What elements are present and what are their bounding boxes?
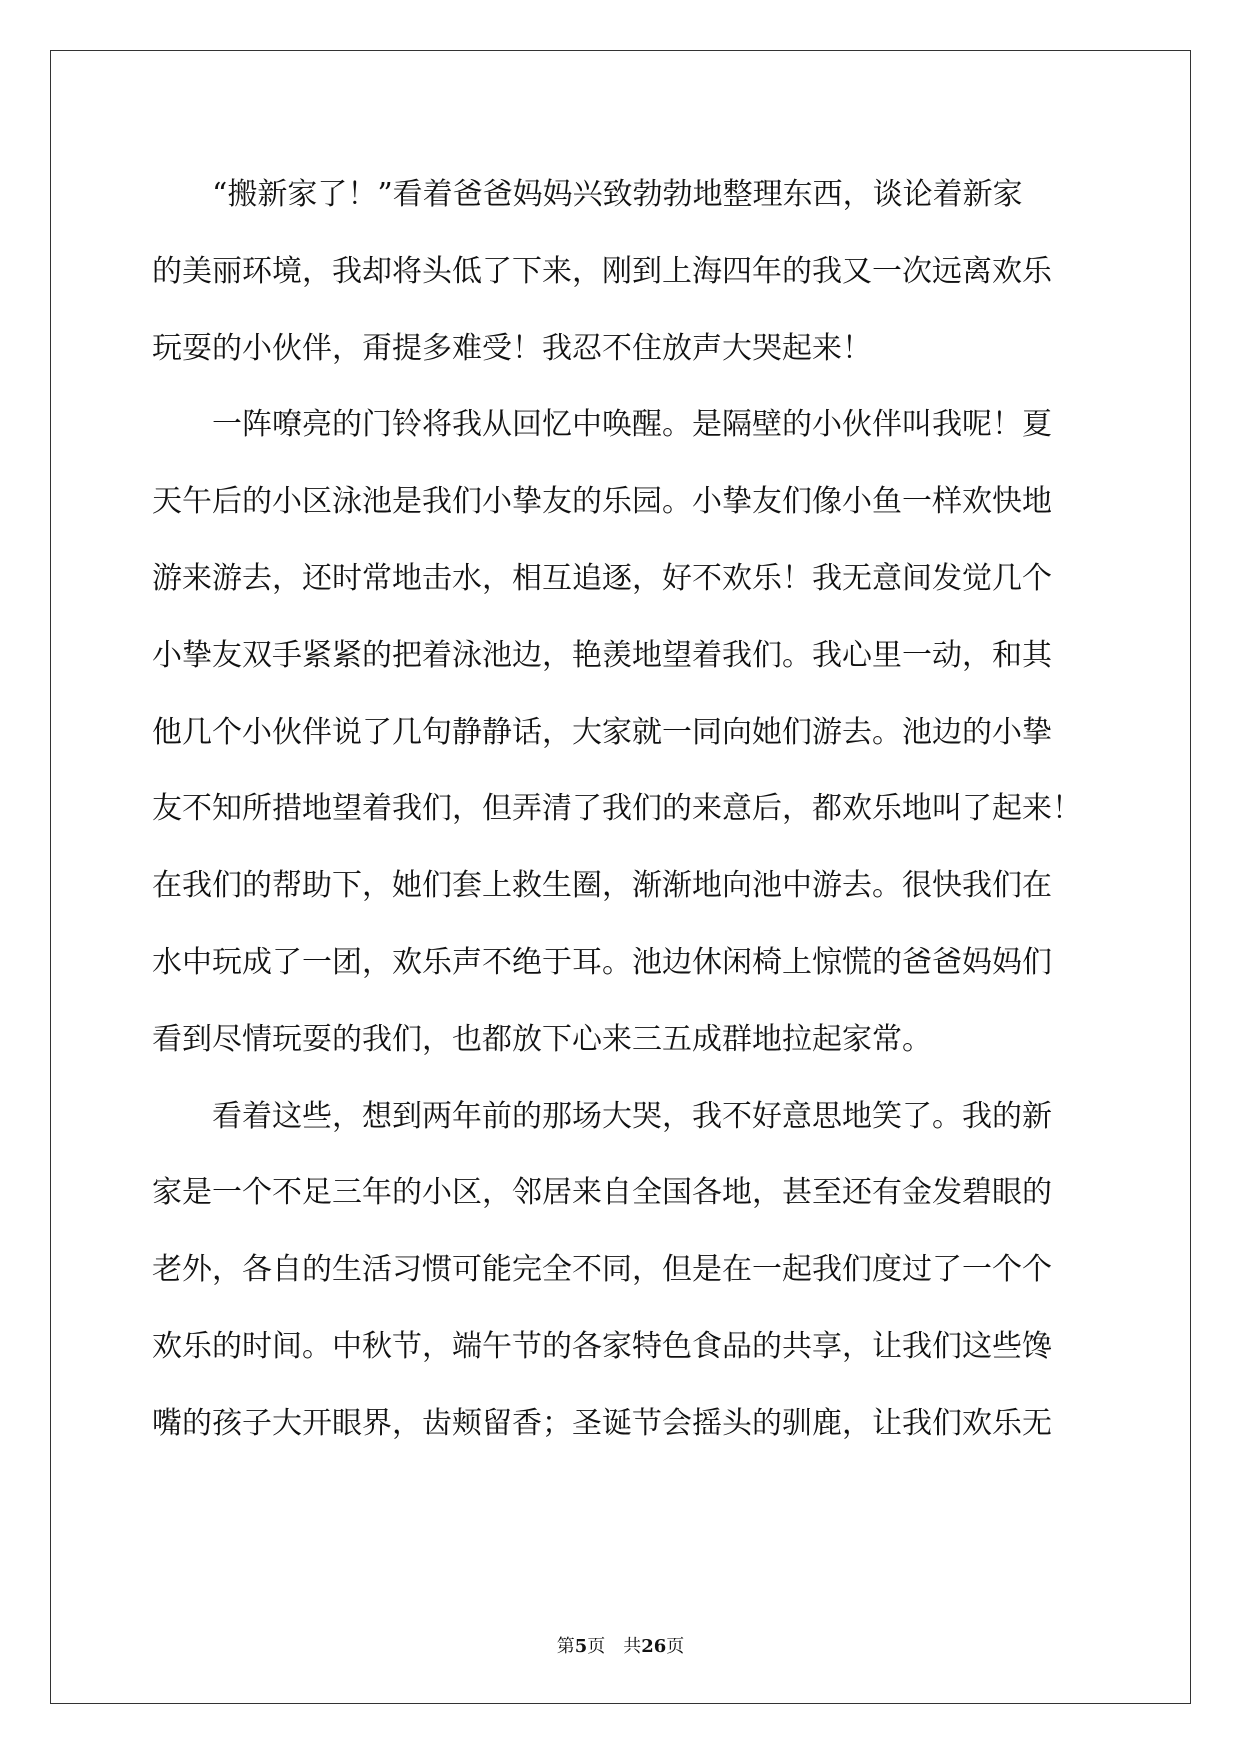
text-line: 游来游去，还时常地击水，相互追逐，好不欢乐！我无意间发觉几个 xyxy=(152,560,1052,596)
text-line: 家是一个不足三年的小区，邻居来自全国各地，甚至还有金发碧眼的 xyxy=(152,1175,1052,1211)
page-suffix: 页 xyxy=(587,1636,606,1657)
text-line: 嘴的孩子大开眼界，齿颊留香；圣诞节会摇头的驯鹿，让我们欢乐无 xyxy=(152,1405,1052,1441)
text-line: 一阵嘹亮的门铃将我从回忆中唤醒。是隔壁的小伙伴叫我呢！夏 xyxy=(212,407,1052,443)
text-line: 在我们的帮助下，她们套上救生圈，渐渐地向池中游去。很快我们在 xyxy=(152,868,1052,904)
text-line: 欢乐的时间。中秋节，端午节的各家特色食品的共享，让我们这些馋 xyxy=(152,1328,1052,1364)
body-text xyxy=(152,157,1092,1463)
text-line: 的美丽环境，我却将头低了下来，刚到上海四年的我又一次远离欢乐 xyxy=(152,253,1052,289)
page-number: 5 xyxy=(574,1636,588,1657)
total-suffix: 页 xyxy=(666,1636,685,1657)
text-line: 玩耍的小伙伴，甭提多难受！我忍不住放声大哭起来！ xyxy=(152,330,872,366)
text-line: “搬新家了！”看着爸爸妈妈兴致勃勃地整理东西，谈论着新家 xyxy=(212,177,1023,212)
total-prefix: 共 xyxy=(623,1636,642,1657)
text-line: 老外，各自的生活习惯可能完全不同，但是在一起我们度过了一个个 xyxy=(152,1252,1052,1288)
text-line: 友不知所措地望着我们，但弄清了我们的来意后，都欢乐地叫了起来！ xyxy=(152,791,1082,827)
text-line: 他几个小伙伴说了几句静静话，大家就一同向她们游去。池边的小挚 xyxy=(152,714,1052,750)
text-line: 看着这些，想到两年前的那场大哭，我不好意思地笑了。我的新 xyxy=(212,1098,1052,1134)
text-line: 小挚友双手紧紧的把着泳池边，艳羡地望着我们。我心里一动，和其 xyxy=(152,637,1052,673)
page-prefix: 第 xyxy=(556,1636,575,1657)
total-pages: 26 xyxy=(641,1636,667,1657)
page-footer xyxy=(0,1632,1241,1658)
text-line: 天午后的小区泳池是我们小挚友的乐园。小挚友们像小鱼一样欢快地 xyxy=(152,484,1052,520)
text-line: 看到尽情玩耍的我们，也都放下心来三五成群地拉起家常。 xyxy=(152,1021,932,1057)
text-line: 水中玩成了一团，欢乐声不绝于耳。池边休闲椅上惊慌的爸爸妈妈们 xyxy=(152,944,1052,980)
